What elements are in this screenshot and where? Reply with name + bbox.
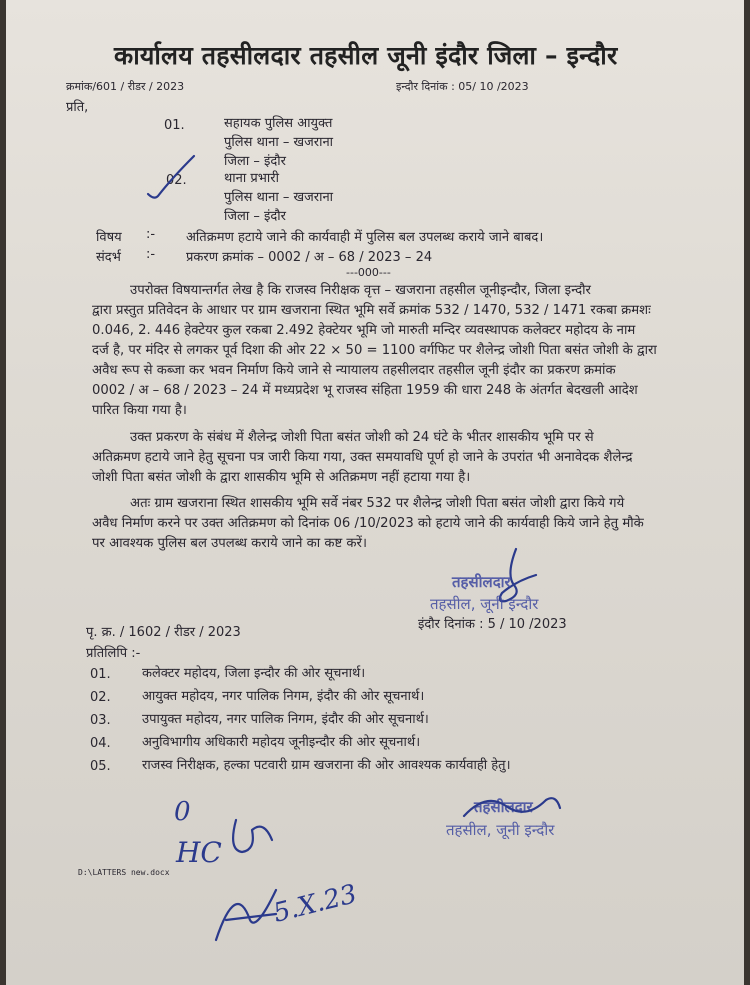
body-p2-line-1: उक्त प्रकरण के संबंध में शैलेन्द्र जोशी पिता बसंत जोशी को 24 घंटे के भीतर शासकीय भूमि पर से	[130, 430, 594, 445]
recipient-2-line-1: थाना प्रभारी	[224, 171, 279, 186]
copy-item-5-text: राजस्व निरीक्षक, हल्का पटवारी ग्राम खजराना की ओर आवश्यक कार्यवाही हेतु।	[142, 758, 511, 773]
body-p1-line-4: दर्ज है, पर मंदिर से लगकर पूर्व दिशा की ओर 22 × 50 = 1100 वर्गफिट पर शैलेन्द्र जोशी पिता बसंत जोशी के द्वारा	[92, 343, 657, 358]
signature-2-stamp-title: तहसीलदार	[474, 798, 533, 816]
handwritten-date: 5.X.23	[270, 879, 360, 929]
subject-label: विषय	[96, 230, 122, 245]
office-title: कार्यालय तहसीलदार तहसील जूनी इंदौर जिला – इन्दौर	[114, 41, 618, 70]
body-p1-line-5: अवैध रूप से कब्जा कर भवन निर्माण किये जाने से न्यायालय तहसीलदार तहसील जूनी इंदौर का प्रकरण क्रमांक	[92, 363, 616, 378]
recipient-1-number: 01.	[164, 118, 185, 133]
handwritten-hc: HC	[176, 836, 222, 869]
checkmark-icon	[142, 150, 202, 205]
letter-date: इन्दौर दिनांक : 05/ 10 /2023	[396, 80, 529, 93]
document-page	[6, 0, 744, 985]
handwritten-date-note	[206, 860, 376, 950]
body-p1-line-7: पारित किया गया है।	[92, 403, 187, 418]
body-p2-line-3: जोशी पिता बसंत जोशी के द्वारा शासकीय भूमि से अतिक्रमण नहीं हटाया गया है।	[92, 470, 471, 485]
copy-item-1-text: कलेक्टर महोदय, जिला इन्दौर की ओर सूचनार्थ।	[142, 666, 366, 681]
signature-2-mark	[456, 786, 566, 836]
separator: ---000---	[346, 266, 391, 279]
copy-item-5-number: 05.	[90, 759, 111, 774]
recipient-1-line-2: पुलिस थाना – खजराना	[224, 135, 334, 150]
recipient-1-line-3: जिला – इंदौर	[224, 154, 286, 169]
copy-item-2-number: 02.	[90, 690, 111, 705]
recipient-2-line-2: पुलिस थाना – खजराना	[224, 190, 334, 205]
file-path: D:\LATTERS new.docx	[78, 868, 170, 877]
recipient-2-number: 02.	[166, 173, 187, 188]
handwritten-zero: 0	[174, 797, 191, 827]
copy-item-3-number: 03.	[90, 713, 111, 728]
body-p3-line-1: अतः ग्राम खजराना स्थित शासकीय भूमि सर्वे नंबर 532 पर शैलेन्द्र जोशी पिता बसंत जोशी द्वारा किये गये	[130, 496, 625, 511]
letter-number: क्रमांक/601 / रीडर / 2023	[66, 80, 185, 93]
body-p1-line-6: 0002 / अ – 68 / 2023 – 24 में मध्यप्रदेश भू राजस्व संहिता 1959 की धारा 248 के अंतर्गत बेदखली आदेश	[92, 383, 638, 398]
body-p3-line-3: पर आवश्यक पुलिस बल उपलब्ध कराये जाने का कष्ट करें।	[92, 536, 367, 551]
handwritten-note-1	[146, 790, 286, 870]
copy-item-4-text: अनुविभागीय अधिकारी महोदय जूनीइन्दौर की ओर सूचनार्थ।	[142, 735, 421, 750]
body-p1-line-3: 0.046, 2. 446 हेक्टेयर कुल रकबा 2.492 हेक्टेयर भूमि जो मारुती मन्दिर व्यवस्थापक कलेक्टर महोदय के नाम	[92, 323, 636, 338]
endorsement-date: इंदौर दिनांक : 5 / 10 /2023	[418, 617, 567, 632]
copy-label: प्रतिलिपि :-	[86, 646, 141, 661]
recipient-1-line-1: सहायक पुलिस आयुक्त	[224, 116, 333, 131]
body-p1-line-1: उपरोक्त विषयान्तर्गत लेख है कि राजस्व निरीक्षक वृत्त – खजराना तहसील जूनीइन्दौर, जिला इन्दौर	[130, 283, 591, 298]
copy-item-4-number: 04.	[90, 736, 111, 751]
copy-item-1-number: 01.	[90, 667, 111, 682]
reference-colon: :-	[146, 247, 156, 262]
endorsement-number: पृ. क्र. / 1602 / रीडर / 2023	[86, 625, 241, 640]
copy-item-3-text: उपायुक्त महोदय, नगर पालिक निगम, इंदौर की ओर सूचनार्थ।	[142, 712, 429, 727]
subject-text: अतिक्रमण हटाये जाने की कार्यवाही में पुलिस बल उपलब्ध कराये जाने बाबद।	[186, 230, 544, 245]
recipient-2-line-3: जिला – इंदौर	[224, 209, 286, 224]
recipient-label: प्रति,	[66, 100, 89, 115]
reference-label: संदर्भ	[96, 250, 121, 265]
copy-item-2-text: आयुक्त महोदय, नगर पालिक निगम, इंदौर की ओर सूचनार्थ।	[142, 689, 425, 704]
signature-2-stamp-office: तहसील, जूनी इन्दौर	[446, 821, 555, 839]
signature-1-stamp-office: तहसील, जूनी इन्दौर	[430, 595, 539, 613]
body-p3-line-2: अवैध निर्माण करने पर उक्त अतिक्रमण को दिनांक 06 /10/2023 को हटाये जाने की कार्यवाही किये जाने हेतु मौके	[92, 516, 644, 531]
body-p1-line-2: द्वारा प्रस्तुत प्रतिवेदन के आधार पर ग्राम खजराना स्थित भूमि सर्वे क्रमांक 532 / 1470, 532 / 1471 रकबा क्रमशः	[92, 303, 651, 318]
subject-colon: :-	[146, 227, 156, 242]
body-p2-line-2: अतिक्रमण हटाये जाने हेतु सूचना पत्र जारी किया गया, उक्त समयावधि पूर्ण हो जाने के उपरांत भी अनावेदक शैलेन्द्र	[92, 450, 633, 465]
reference-text: प्रकरण क्रमांक – 0002 / अ – 68 / 2023 – 24	[186, 250, 433, 265]
signature-1-stamp-title: तहसीलदार	[452, 573, 511, 591]
